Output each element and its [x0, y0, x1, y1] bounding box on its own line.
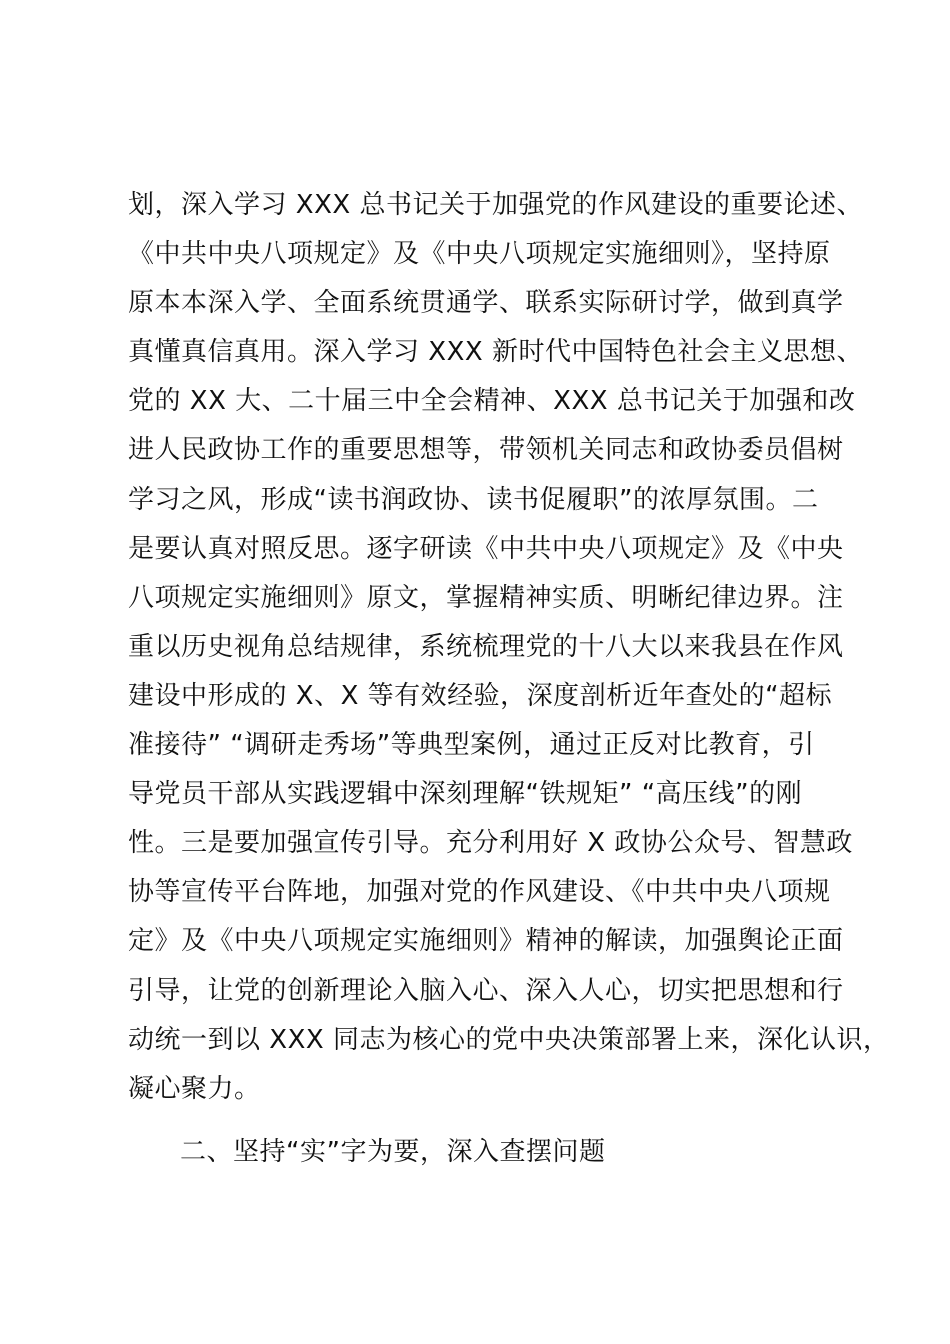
paragraph-line-6: 进人民政协工作的重要思想等，带领机关同志和政协委员倡树: [128, 435, 844, 466]
paragraph-line-18: 动统一到以 XXX 同志为核心的党中央决策部署上来，深化认识，: [128, 1024, 890, 1055]
paragraph-line-4: 真懂真信真用。深入学习 XXX 新时代中国特色社会主义思想、: [128, 337, 863, 368]
paragraph-line-1: 划，深入学习 XXX 总书记关于加强党的作风建设的重要论述、: [128, 190, 863, 220]
paragraph-line-5: 党的 XX 大、二十届三中全会精神、XXX 总书记关于加强和改: [128, 386, 856, 417]
paragraph-line-2: 《中共中央八项规定》及《中央八项规定实施细则》，坚持原: [128, 239, 831, 270]
paragraph-line-8: 是要认真对照反思。逐字研读《中共中央八项规定》及《中央: [128, 533, 844, 564]
paragraph-line-11: 建设中形成的 X、X 等有效经验，深度剖析近年查处的“超标: [128, 680, 833, 711]
body-paragraph: [128, 181, 890, 1114]
paragraph-line-7: 学习之风，形成“读书润政协、读书促履职”的浓厚氛围。二: [128, 484, 819, 515]
paragraph-line-19: 凝心聚力。: [128, 1073, 261, 1104]
section-heading: 二、坚持“实”字为要，深入查摆问题: [180, 1137, 606, 1167]
paragraph-line-10: 重以历史视角总结规律，系统梳理党的十八大以来我县在作风: [128, 631, 844, 662]
paragraph-line-12: 准接待” “调研走秀场”等典型案例，通过正反对比教育，引: [128, 730, 815, 761]
paragraph-line-16: 定》及《中央八项规定实施细则》精神的解读，加强舆论正面: [128, 926, 844, 957]
paragraph-line-15: 协等宣传平台阵地，加强对党的作风建设、《中共中央八项规: [128, 877, 831, 908]
paragraph-line-9: 八项规定实施细则》原文，掌握精神实质、明晰纪律边界。注: [128, 582, 844, 613]
paragraph-line-17: 引导，让党的创新理论入脑入心、深入人心，切实把思想和行: [128, 975, 844, 1006]
paragraph-line-13: 导党员干部从实践逻辑中深刻理解“铁规矩” “高压线”的刚: [128, 779, 803, 810]
paragraph-line-14: 性。三是要加强宣传引导。充分利用好 X 政协公众号、智慧政: [128, 828, 853, 859]
paragraph-line-3: 原本本深入学、全面系统贯通学、联系实际研讨学，做到真学: [128, 288, 844, 319]
